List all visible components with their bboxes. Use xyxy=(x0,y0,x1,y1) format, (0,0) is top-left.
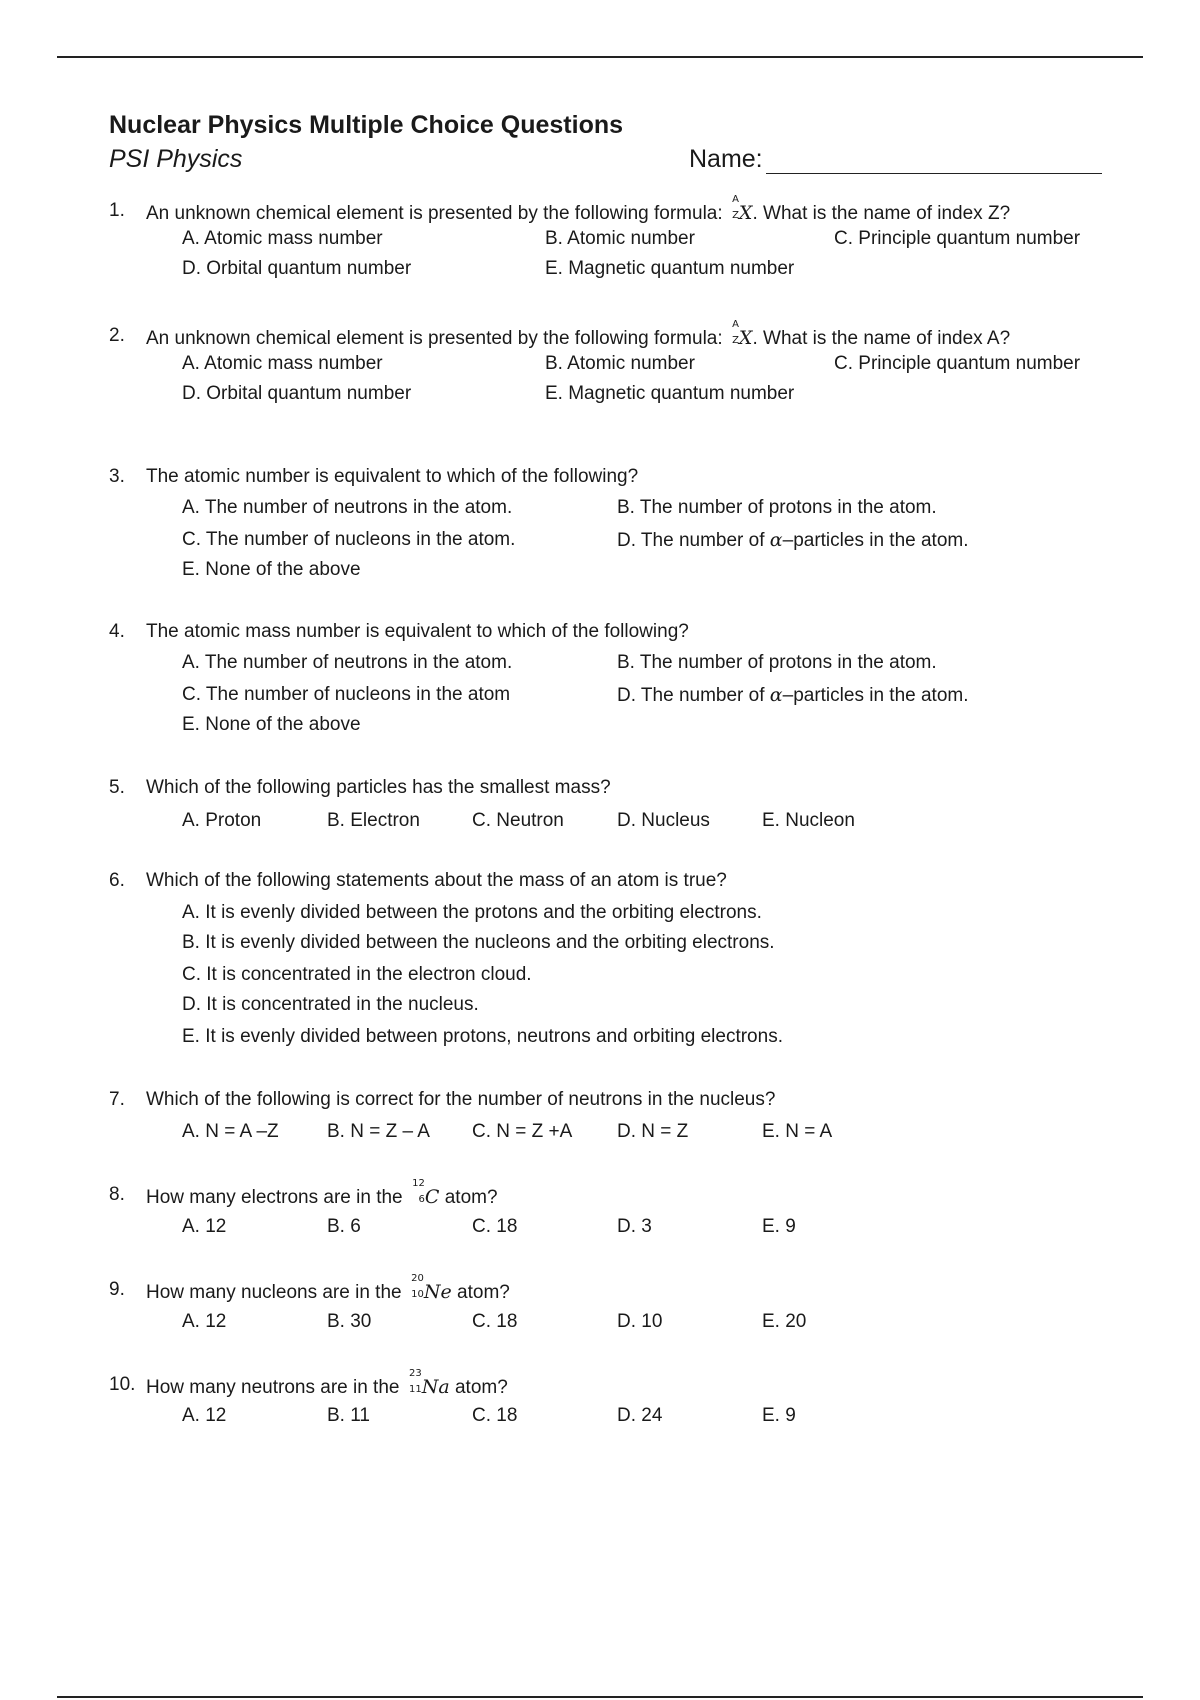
option-a[interactable]: A. The number of neutrons in the atom. xyxy=(182,652,513,673)
option-d[interactable]: D. N = Z xyxy=(617,1121,689,1142)
question-text: The atomic number is equivalent to which of the following? xyxy=(146,466,639,487)
option-e[interactable]: E. N = A xyxy=(762,1121,833,1142)
question-number: 8. xyxy=(109,1184,125,1205)
option-a[interactable]: A. Atomic mass number xyxy=(182,228,383,249)
name-label: Name: xyxy=(689,145,763,173)
option-a[interactable]: A. 12 xyxy=(182,1216,227,1237)
option-e[interactable]: E. It is evenly divided between protons, neutrons and orbiting electrons. xyxy=(182,1026,783,1047)
isotope-formula: 12 6 C xyxy=(412,1178,440,1208)
question-text: Which of the following statements about the mass of an atom is true? xyxy=(146,870,727,891)
option-d[interactable]: D. The number of α–particles in the atom. xyxy=(617,529,969,551)
question-number: 7. xyxy=(109,1089,125,1110)
option-c[interactable]: C. 18 xyxy=(472,1216,518,1237)
option-c[interactable]: C. The number of nucleons in the atom xyxy=(182,684,511,705)
option-b[interactable]: B. 11 xyxy=(327,1405,370,1426)
option-b[interactable]: B. It is evenly divided between the nucleons and the orbiting electrons. xyxy=(182,932,775,953)
option-a[interactable]: A. The number of neutrons in the atom. xyxy=(182,497,513,518)
option-a[interactable]: A. 12 xyxy=(182,1311,227,1332)
question-number: 2. xyxy=(109,325,125,346)
question-text: How many neutrons are in the 23 11 Na atom? xyxy=(146,1368,508,1398)
option-b[interactable]: B. 6 xyxy=(327,1216,361,1237)
question-number: 1. xyxy=(109,200,125,221)
option-e[interactable]: E. 9 xyxy=(762,1405,796,1426)
option-d[interactable]: D. 10 xyxy=(617,1311,663,1332)
page-title: Nuclear Physics Multiple Choice Questions xyxy=(109,111,624,139)
option-c[interactable]: C. Principle quantum number xyxy=(834,353,1081,374)
bottom-rule xyxy=(57,1696,1143,1698)
question-number: 10. xyxy=(109,1374,136,1395)
option-e[interactable]: E. Magnetic quantum number xyxy=(545,383,795,404)
question-number: 5. xyxy=(109,777,125,798)
option-b[interactable]: B. Atomic number xyxy=(545,353,695,374)
option-c[interactable]: C. Neutron xyxy=(472,810,564,831)
option-b[interactable]: B. N = Z – A xyxy=(327,1121,430,1142)
name-blank-line xyxy=(766,173,1102,174)
option-a[interactable]: A. It is evenly divided between the protons and the orbiting electrons. xyxy=(182,902,762,923)
isotope-formula: A Z X xyxy=(732,194,753,224)
question-number: 9. xyxy=(109,1279,125,1300)
course-subtitle: PSI Physics xyxy=(109,145,243,173)
option-d[interactable]: D. 24 xyxy=(617,1405,663,1426)
question-text: The atomic mass number is equivalent to which of the following? xyxy=(146,621,689,642)
option-e[interactable]: E. None of the above xyxy=(182,714,361,735)
option-e[interactable]: E. Nucleon xyxy=(762,810,855,831)
option-c[interactable]: C. The number of nucleons in the atom. xyxy=(182,529,516,550)
isotope-formula: 20 10 Ne xyxy=(411,1273,452,1303)
option-b[interactable]: B. The number of protons in the atom. xyxy=(617,652,937,673)
option-c[interactable]: C. 18 xyxy=(472,1311,518,1332)
question-text: Which of the following particles has the smallest mass? xyxy=(146,777,611,798)
question-number: 4. xyxy=(109,621,125,642)
option-a[interactable]: A. Proton xyxy=(182,810,262,831)
question-text: Which of the following is correct for the number of neutrons in the nucleus? xyxy=(146,1089,776,1110)
isotope-formula: A Z X xyxy=(732,319,753,349)
option-b[interactable]: B. 30 xyxy=(327,1311,372,1332)
option-c[interactable]: C. N = Z +A xyxy=(472,1121,573,1142)
option-c[interactable]: C. Principle quantum number xyxy=(834,228,1081,249)
option-d[interactable]: D. 3 xyxy=(617,1216,652,1237)
option-d[interactable]: D. Nucleus xyxy=(617,810,710,831)
top-rule xyxy=(57,56,1143,58)
option-b[interactable]: B. Electron xyxy=(327,810,420,831)
option-e[interactable]: E. 9 xyxy=(762,1216,796,1237)
option-c[interactable]: C. It is concentrated in the electron cloud. xyxy=(182,964,532,985)
option-b[interactable]: B. Atomic number xyxy=(545,228,695,249)
option-d[interactable]: D. It is concentrated in the nucleus. xyxy=(182,994,479,1015)
option-d[interactable]: D. Orbital quantum number xyxy=(182,258,412,279)
option-a[interactable]: A. Atomic mass number xyxy=(182,353,383,374)
option-a[interactable]: A. N = A –Z xyxy=(182,1121,279,1142)
option-b[interactable]: B. The number of protons in the atom. xyxy=(617,497,937,518)
option-d[interactable]: D. Orbital quantum number xyxy=(182,383,412,404)
option-e[interactable]: E. None of the above xyxy=(182,559,361,580)
option-d[interactable]: D. The number of α–particles in the atom. xyxy=(617,684,969,706)
option-a[interactable]: A. 12 xyxy=(182,1405,227,1426)
question-text: An unknown chemical element is presented by the following formula: A Z X. What is the name of index A? xyxy=(146,319,1011,349)
question-number: 6. xyxy=(109,870,125,891)
question-text: How many electrons are in the 12 6 C atom? xyxy=(146,1178,498,1208)
option-c[interactable]: C. 18 xyxy=(472,1405,518,1426)
option-e[interactable]: E. 20 xyxy=(762,1311,807,1332)
question-text: How many nucleons are in the 20 10 Ne atom? xyxy=(146,1273,510,1303)
question-text: An unknown chemical element is presented by the following formula: A Z X. What is the name of index Z? xyxy=(146,194,1011,224)
question-number: 3. xyxy=(109,466,125,487)
option-e[interactable]: E. Magnetic quantum number xyxy=(545,258,795,279)
isotope-formula: 23 11 Na xyxy=(409,1368,450,1398)
